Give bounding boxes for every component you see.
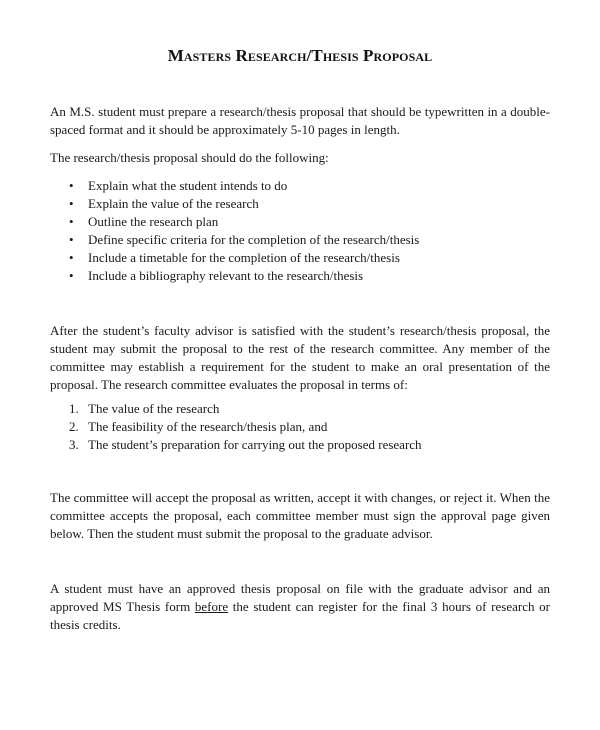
list-item: 2. The feasibility of the research/thesis plan, and: [69, 419, 328, 434]
bullet-icon: •: [69, 250, 74, 265]
requirements-lead-paragraph: The research/thesis proposal should do the following:: [50, 150, 329, 165]
list-item: 3. The student’s preparation for carrying out the proposed research: [69, 437, 422, 452]
acceptance-paragraph: The committee will accept the proposal as written, accept it with changes, or reject it. When the committee accepts the proposal, each committee member must sign the approval page given below. Then the student must submit the proposal to the graduate advisor.: [50, 490, 550, 541]
list-item: • Explain the value of the research: [69, 196, 259, 211]
list-item: 1. The value of the research: [69, 401, 220, 416]
underlined-word: before: [194, 599, 229, 614]
document-title: Masters Research/Thesis Proposal: [167, 46, 433, 65]
bullet-icon: •: [69, 232, 74, 247]
list-item: • Explain what the student intends to do: [69, 178, 288, 193]
bullet-icon: •: [69, 268, 74, 283]
list-item: • Outline the research plan: [69, 214, 219, 229]
intro-paragraph: An M.S. student must prepare a research/thesis proposal that should be typewritten in a double-spaced format and it should be approximately 5-10 pages in length.: [50, 104, 550, 137]
committee-review-paragraph: After the student’s faculty advisor is satisfied with the student’s research/thesis proposal, the student may submit the proposal to the rest of the research committee. Any member of the committee may establish a requirement for the student to make an oral presentation of the proposal. The research committee evaluates the proposal in terms of:: [50, 323, 550, 392]
list-item: • Include a timetable for the completion of the research/thesis: [69, 250, 400, 265]
list-item: • Include a bibliography relevant to the research/thesis: [69, 268, 364, 283]
bullet-icon: •: [69, 196, 74, 211]
bullet-icon: •: [69, 178, 74, 193]
list-item: • Define specific criteria for the completion of the research/thesis: [69, 232, 420, 247]
evaluation-numbered-list: [50, 400, 550, 454]
registration-paragraph: A student must have an approved thesis proposal on file with the graduate advisor and an approved MS Thesis form before the student can register for the final 3 hours of research or thesis credits.: [50, 581, 550, 632]
requirements-bullet-list: [50, 177, 550, 285]
bullet-icon: •: [69, 214, 74, 229]
